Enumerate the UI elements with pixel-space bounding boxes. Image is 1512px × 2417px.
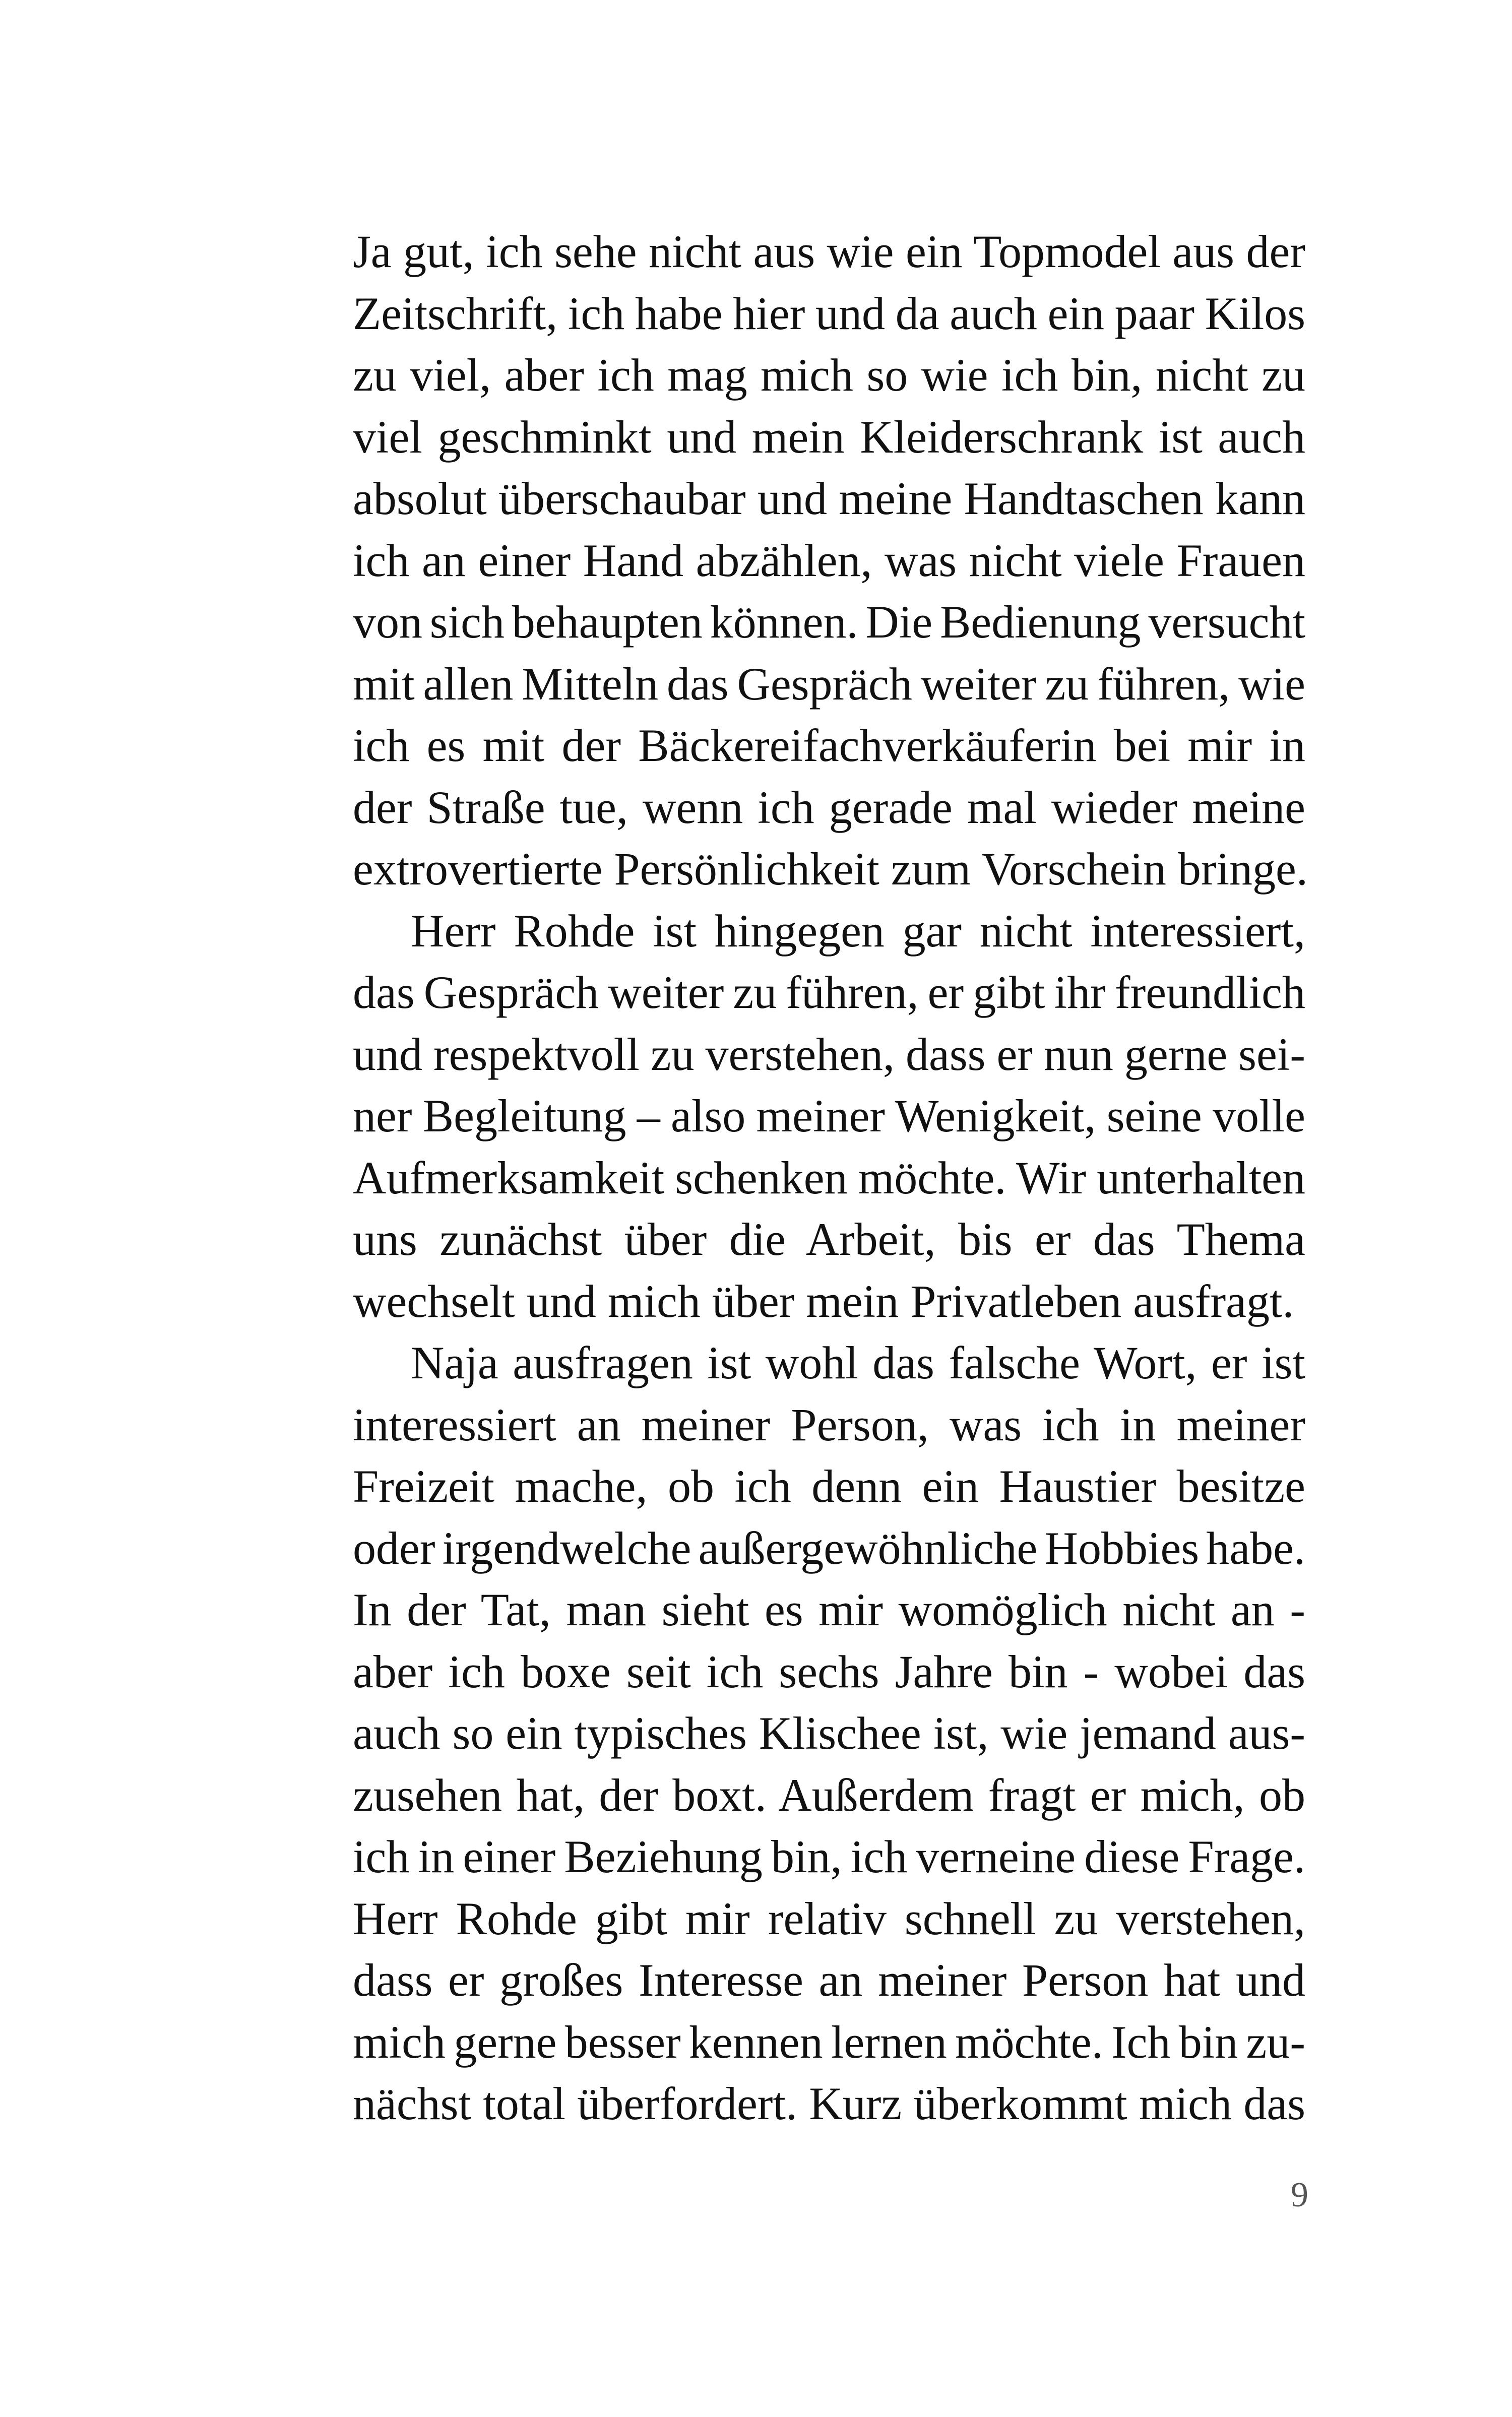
text-line: mich gerne besser kennen lernen möchte. Ich bin zu-: [353, 2016, 1305, 2068]
text-line: mit allen Mitteln das Gespräch weiter zu führen, wie: [353, 658, 1305, 710]
text-line: Herr Rohde ist hingegen gar nicht interessiert,: [411, 905, 1305, 957]
text-line: ich in einer Beziehung bin, ich verneine diese Frage.: [353, 1831, 1305, 1882]
text-line: Herr Rohde gibt mir relativ schnell zu verstehen,: [353, 1892, 1305, 1944]
text-line: ner Begleitung – also meiner Wenigkeit, seine volle: [353, 1090, 1305, 1141]
text-line: zu viel, aber ich mag mich so wie ich bin, nicht zu: [353, 349, 1305, 401]
body-text: [353, 221, 1308, 2135]
text-line: ich es mit der Bäckereifachverkäuferin bei mir in: [353, 720, 1305, 771]
text-line: das Gespräch weiter zu führen, er gibt ihr freundlich: [353, 967, 1305, 1018]
text-line: und respektvoll zu verstehen, dass er nun gerne sei-: [353, 1028, 1305, 1080]
text-line: uns zunächst über die Arbeit, bis er das Thema: [353, 1214, 1305, 1265]
text-line: Aufmerksamkeit schenken möchte. Wir unterhalten: [353, 1152, 1305, 1203]
text-line: Ja gut, ich sehe nicht aus wie ein Topmodel aus der: [353, 226, 1305, 277]
text-line: von sich behaupten können. Die Bedienung versucht: [353, 596, 1305, 648]
text-line: zusehen hat, der boxt. Außerdem fragt er mich, ob: [353, 1769, 1305, 1821]
text-line: interessiert an meiner Person, was ich in meiner: [353, 1398, 1305, 1450]
text-line: dass er großes Interesse an meiner Person hat und: [353, 1954, 1305, 2006]
text-line: aber ich boxe seit ich sechs Jahre bin - wobei das: [353, 1645, 1305, 1697]
text-line: Freizeit mache, ob ich denn ein Haustier besitze: [353, 1460, 1305, 1512]
text-line: auch so ein typisches Klischee ist, wie jemand aus-: [353, 1707, 1305, 1759]
text-line: nächst total überfordert. Kurz überkommt mich das: [353, 2078, 1305, 2129]
text-line: Naja ausfragen ist wohl das falsche Wort, er ist: [411, 1337, 1305, 1388]
text-line: viel geschminkt und mein Kleiderschrank ist auch: [353, 411, 1305, 463]
text-line: wechselt und mich über mein Privatleben ausfragt.: [353, 1275, 1294, 1327]
text-line: extrovertierte Persönlichkeit zum Vorschein bringe.: [353, 843, 1308, 895]
text-line: In der Tat, man sieht es mir womöglich nicht an -: [353, 1584, 1305, 1635]
page-number: 9: [1291, 2176, 1308, 2214]
text-line: oder irgendwelche außergewöhnliche Hobbies habe.: [353, 1522, 1305, 1574]
text-line: absolut überschaubar und meine Handtaschen kann: [353, 473, 1305, 524]
text-line: ich an einer Hand abzählen, was nicht viele Frauen: [353, 534, 1305, 586]
text-line: der Straße tue, wenn ich gerade mal wieder meine: [353, 781, 1305, 833]
text-line: Zeitschrift, ich habe hier und da auch ein paar Kilos: [353, 287, 1305, 339]
